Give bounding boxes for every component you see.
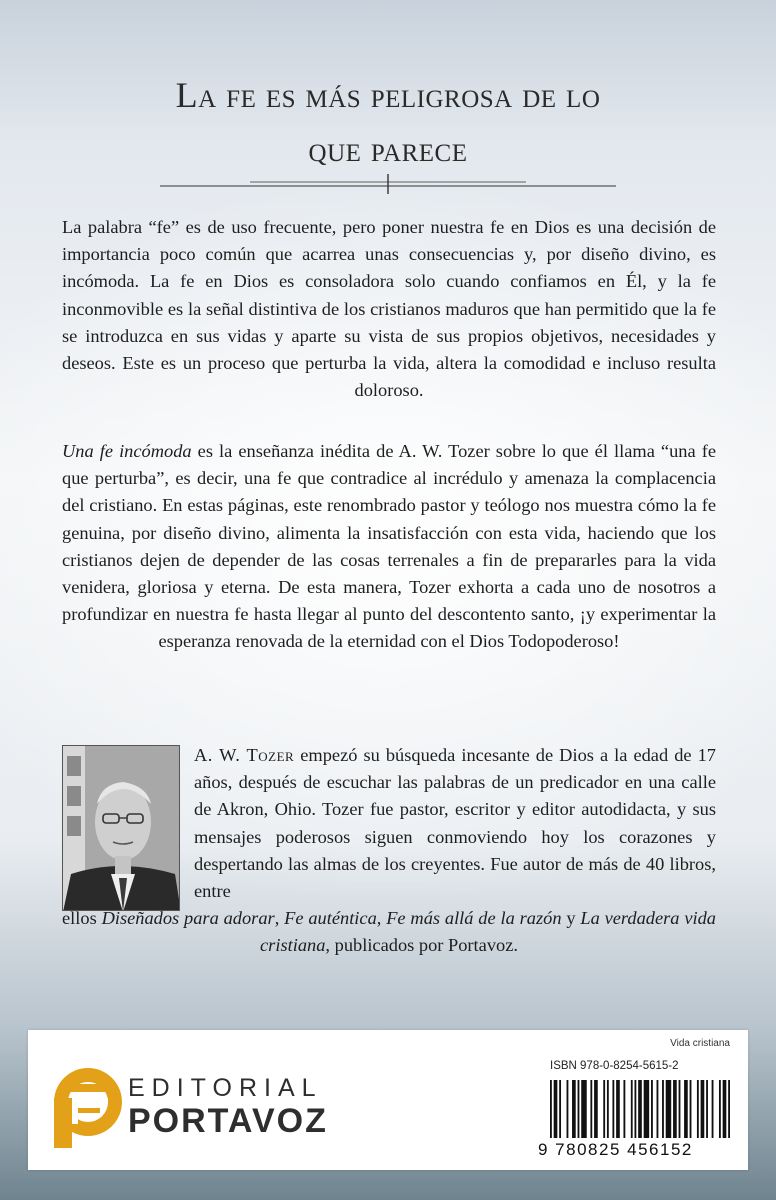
page-title: [60, 68, 716, 176]
barcode-bar: [594, 1080, 598, 1138]
barcode-bar: [690, 1080, 692, 1138]
author-bio: [194, 742, 716, 905]
bio-books-end: , publicados por Portavoz.: [325, 935, 518, 956]
barcode-bar: [634, 1080, 636, 1138]
separator: y: [561, 908, 581, 928]
barcode-bar: [623, 1080, 625, 1138]
author-photo: [62, 745, 180, 911]
category-label: Vida cristiana: [670, 1038, 730, 1049]
barcode-bar: [607, 1080, 609, 1138]
barcode-bar: [554, 1080, 558, 1138]
barcode-bar: [638, 1080, 642, 1138]
barcode-bar: [662, 1080, 664, 1138]
intro-paragraph: La palabra “fe” es de uso frecuente, pero poner nuestra fe en Dios es una decisión de importancia poco común que acarrea unas consecuencias y, por diseño divino, es incómoda. La fe en Dios es consoladora solo cuando confiamos en Él, y la fe inconmovible es la señal distintiva de los cristianos maduros que han permitido que la fe se introduzca en sus vidas y aparte su vista de sus propios objetivos, necesidades y deseos. Este es un proceso que perturba la vida, altera la comodidad e incluso resulta doloroso.: [62, 217, 716, 401]
barcode-bar: [719, 1080, 721, 1138]
book-title-4: La verdadera vida cristiana: [260, 908, 716, 956]
barcode-bar: [651, 1080, 653, 1138]
portavoz-logo-icon: [48, 1062, 122, 1148]
barcode-bar: [701, 1080, 705, 1138]
barcode-bar: [572, 1080, 576, 1138]
barcode-bar: [603, 1080, 605, 1138]
barcode-bar: [644, 1080, 650, 1138]
barcode-bar: [666, 1080, 672, 1138]
barcode-bar: [616, 1080, 620, 1138]
barcode-bar: [723, 1080, 727, 1138]
publisher-footer: [28, 1030, 748, 1170]
barcode-bar: [631, 1080, 633, 1138]
publisher-name-line-1: EDITORIAL: [128, 1074, 323, 1102]
barcode-bar: [712, 1080, 714, 1138]
author-bio-text: empezó su búsqueda incesante de Dios a la edad de 17 años, después de escuchar las palabras de un predicador en una calle de Akron, Ohio. Tozer fue pastor, escritor y editor autodidacta, y sus mensajes poderosos siguen conmoviendo hoy los corazones y despertando las almas de los creyentes. Fue autor de más de 40 libros, entre: [194, 745, 716, 902]
title-line-1: La fe es más peligrosa de lo: [175, 75, 601, 115]
barcode-bar: [706, 1080, 708, 1138]
barcode-bar: [581, 1080, 587, 1138]
barcode-bar: [697, 1080, 699, 1138]
book-title-italic: Una fe incómoda: [62, 441, 192, 461]
barcode-bar: [550, 1080, 552, 1138]
book-title-1: Diseñados para adorar: [101, 908, 275, 928]
barcode-bar: [559, 1080, 561, 1138]
book-title-2: Fe auténtica: [284, 908, 377, 928]
summary-text: es la enseñanza inédita de A. W. Tozer sobre lo que él llama “una fe que perturba”, es decir, una fe que contradice al incrédulo y amenaza la complacencia del cristiano. En estas páginas, este renombrado pastor y teólogo nos muestra cómo la fe genuina, por diseño divino, alimenta la insatisfacción con esta vida, haciendo que los cristianos dejen de depender de las cosas terrenales a fin de prepararles para la vida venidera, gloriosa y eterna. De esta manera, Tozer exhorta a cada uno de nosotros a profundizar en nuestra fe hasta llegar al punto del descontento santo, ¡y experimentar la esperanza renovada de la eternidad con el Dios Todopoderoso!: [62, 441, 717, 652]
separator: ,: [274, 908, 285, 928]
isbn-label: ISBN 978-0-8254-5615-2: [550, 1060, 679, 1072]
title-divider-ornament: [160, 172, 616, 196]
barcode-bar: [578, 1080, 580, 1138]
summary-paragraph: [62, 438, 716, 656]
barcode-bar: [728, 1080, 730, 1138]
title-line-2: que parece: [308, 129, 468, 169]
book-title-3: Fe más allá de la razón: [386, 908, 562, 928]
barcode-bar: [612, 1080, 614, 1138]
barcode-bar: [590, 1080, 592, 1138]
barcode-bar: [684, 1080, 688, 1138]
author-bio-books: [62, 905, 716, 959]
barcode-bar: [679, 1080, 681, 1138]
separator: ,: [376, 908, 387, 928]
barcode-bar: [657, 1080, 659, 1138]
barcode-bar: [673, 1080, 677, 1138]
barcode-bar: [567, 1080, 569, 1138]
publisher-name-line-2: PORTAVOZ: [128, 1102, 328, 1140]
author-name: A. W. Tozer: [194, 745, 295, 765]
barcode-number: 9 780825 456152: [538, 1140, 693, 1159]
bio-books-intro: ellos: [62, 908, 102, 928]
